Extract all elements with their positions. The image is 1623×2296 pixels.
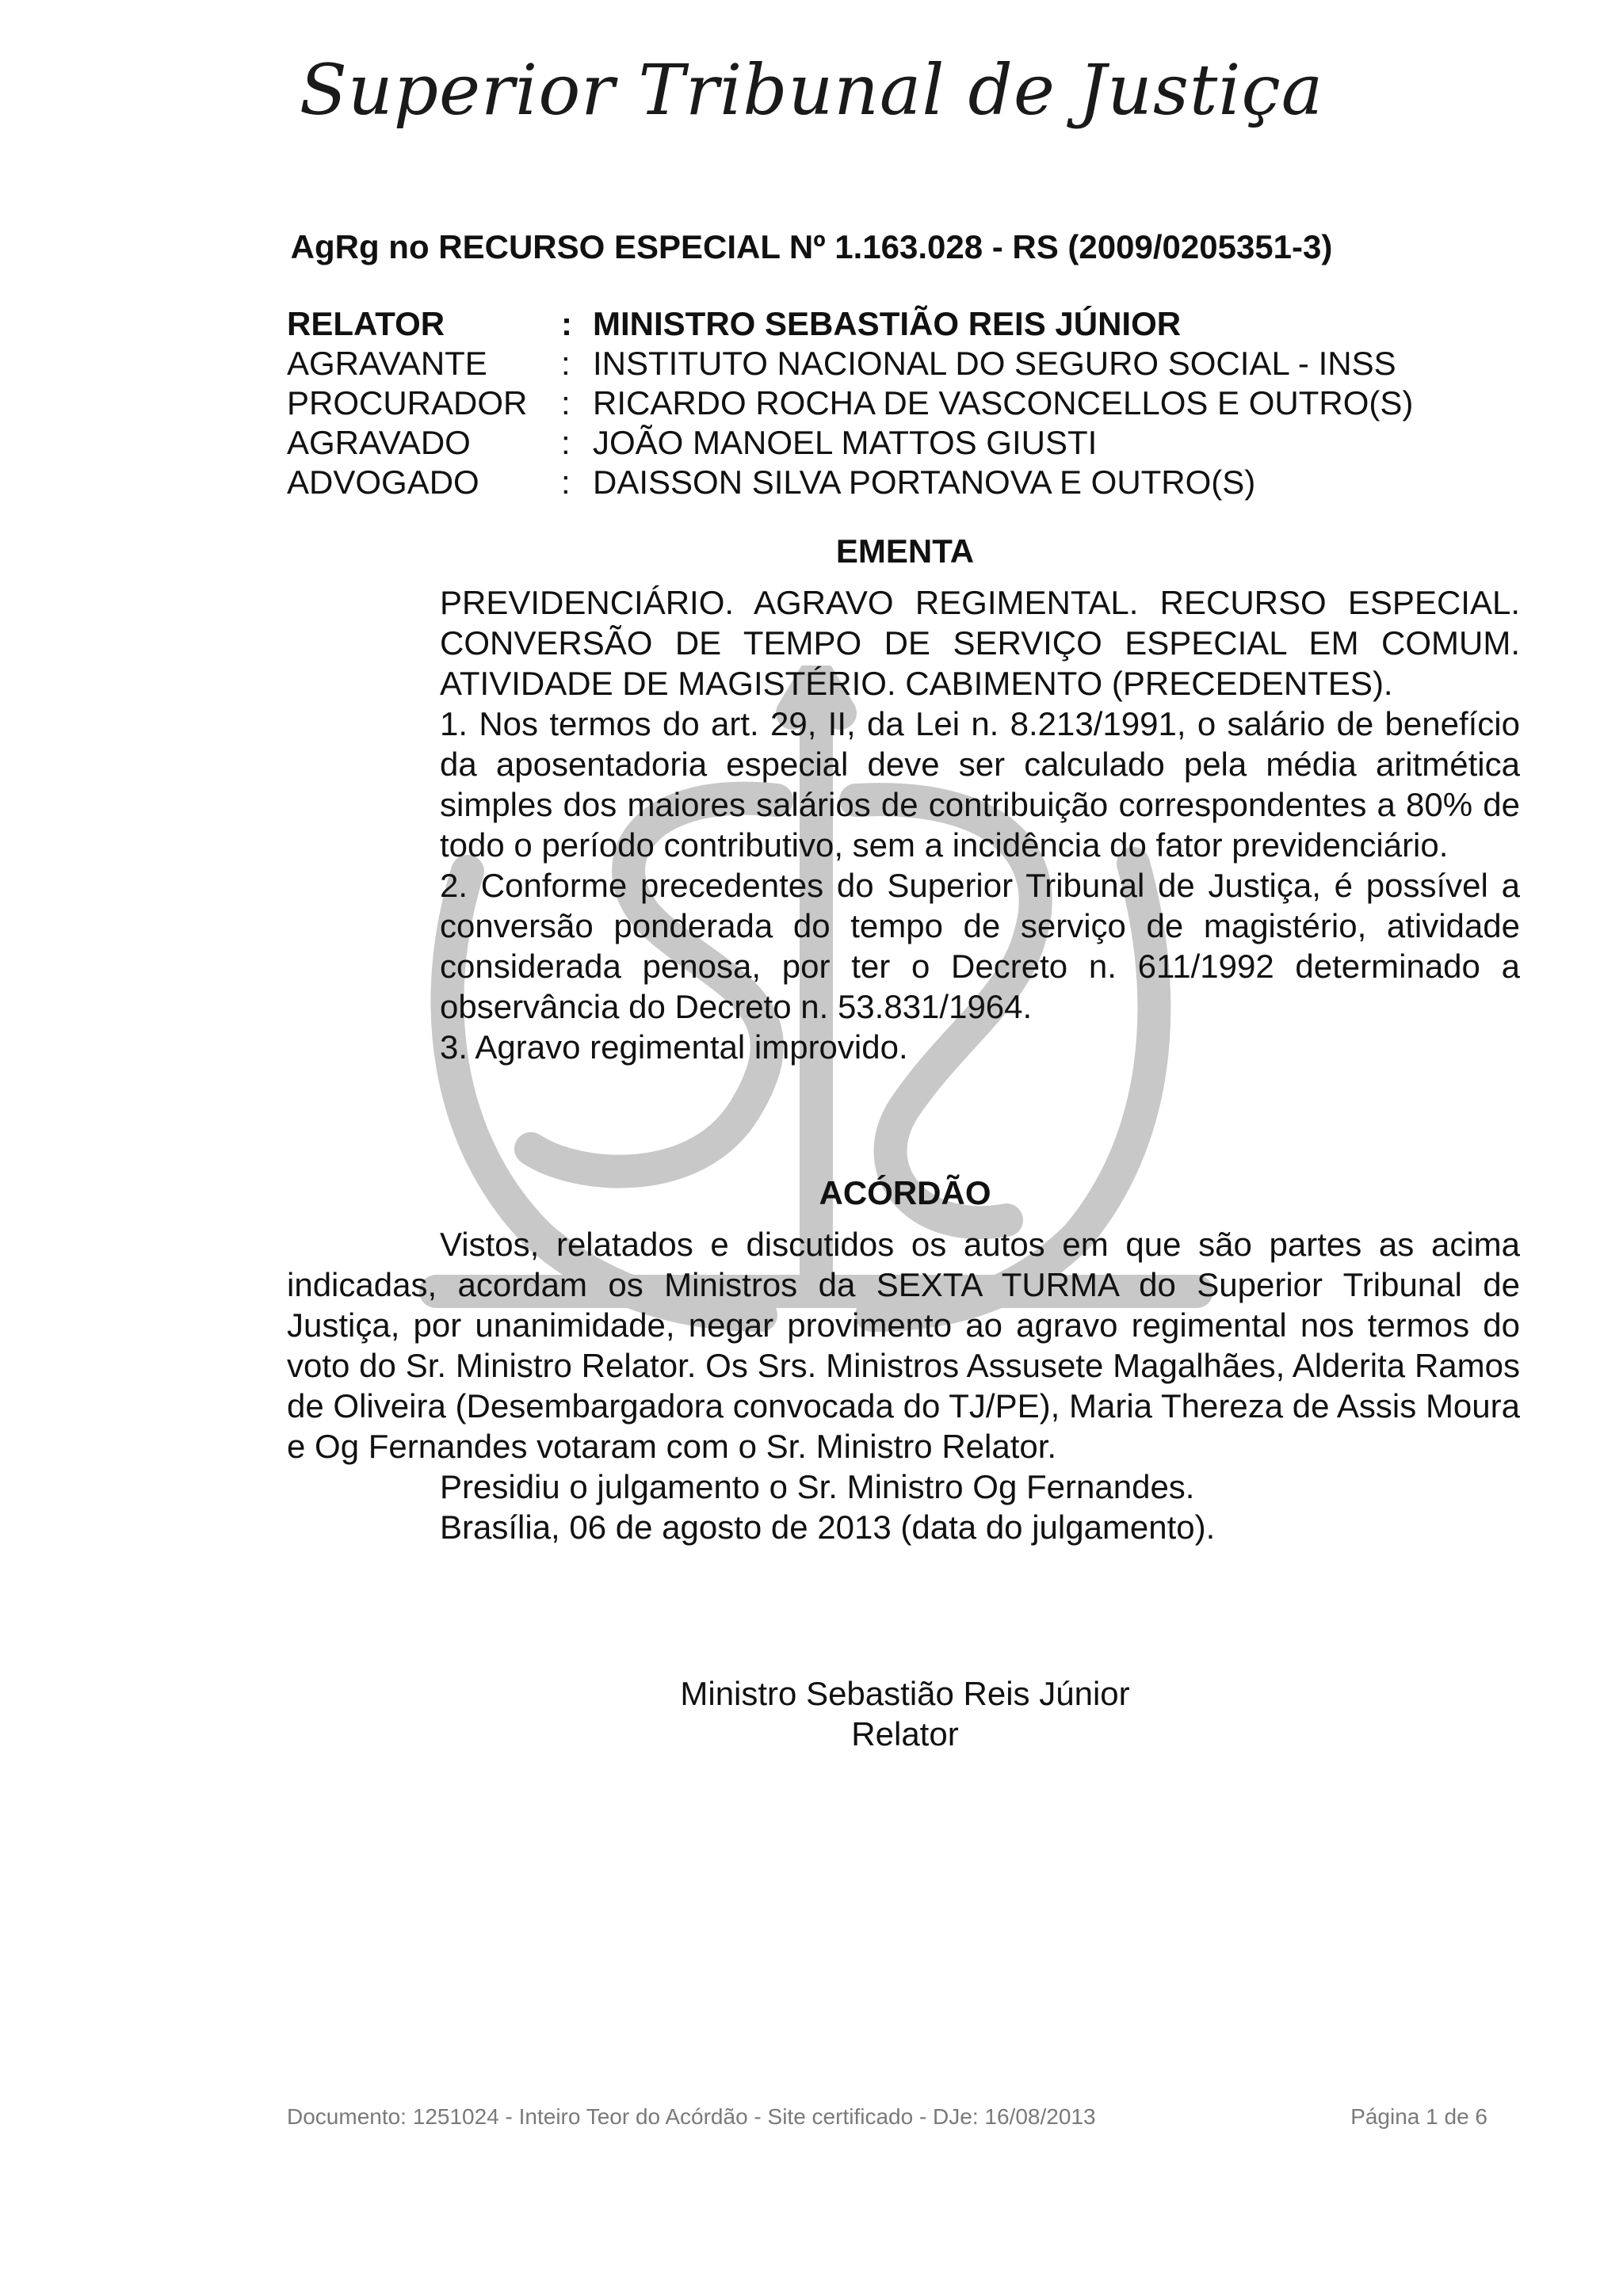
acordao-paragraph: Presidiu o julgamento o Sr. Ministro Og Fernandes. — [440, 1468, 1195, 1505]
signature-title: Relator — [851, 1715, 959, 1753]
party-row-agravante — [287, 344, 1523, 383]
party-separator: : — [561, 345, 571, 382]
signature-name: Ministro Sebastião Reis Júnior — [680, 1675, 1130, 1712]
ementa-heading: EMENTA — [835, 532, 975, 570]
party-row-procurador — [287, 383, 1523, 423]
party-name: DAISSON SILVA PORTANOVA E OUTRO(S) — [593, 463, 1256, 501]
footer-document-info: Documento: 1251024 - Inteiro Teor do Acórdão - Site certificado - DJe: 16/08/2013 — [287, 2104, 1096, 2129]
ementa-paragraph: 2. Conforme precedentes do Superior Tribunal de Justiça, é possível a conversão ponderada do tempo de serviço de magistério, atividade considerada penosa, por ter o Decreto n. 611/1992 determinado a observância do Decreto n. 53.831/1964. — [440, 867, 1520, 1025]
party-role: ADVOGADO — [287, 463, 479, 501]
party-separator: : — [561, 305, 572, 342]
document-title: AgRg no RECURSO ESPECIAL Nº 1.163.028 - RS (2009/0205351-3) — [290, 228, 1333, 265]
footer-page-number: Página 1 de 6 — [1350, 2104, 1487, 2129]
acordao-paragraph: Vistos, relatados e discutidos os autos em que são partes as acima indicadas, acordam os Ministros da SEXTA TURMA do Superior Tribunal de Justiça, por unanimidade, negar provimento ao agravo regimental nos termos do voto do Sr. Ministro Relator. Os Srs. Ministros Assusete Magalhães, Alderita Ramos de Oliveira (Desembargadora convocada do TJ/PE), Maria Thereza de Assis Moura e Og Fernandes votaram com o Sr. Ministro Relator. — [287, 1226, 1520, 1465]
party-role: RELATOR — [287, 305, 445, 342]
party-role: AGRAVADO — [287, 424, 471, 461]
page-footer — [287, 2104, 1487, 2130]
party-name: RICARDO ROCHA DE VASCONCELLOS E OUTRO(S) — [593, 384, 1414, 421]
acordao-body — [287, 1224, 1520, 1547]
party-separator: : — [561, 424, 571, 461]
ementa-body — [440, 582, 1520, 1067]
party-name: INSTITUTO NACIONAL DO SEGURO SOCIAL - INSS — [593, 345, 1396, 382]
signature-block — [0, 1673, 1623, 1754]
party-separator: : — [561, 384, 571, 421]
ementa-paragraph: 3. Agravo regimental improvido. — [440, 1028, 908, 1066]
party-separator: : — [561, 463, 571, 501]
party-row-advogado — [287, 463, 1523, 502]
party-role: PROCURADOR — [287, 384, 528, 421]
parties-list — [287, 304, 1523, 502]
party-row-relator — [287, 304, 1523, 344]
ementa-paragraph: 1. Nos termos do art. 29, II, da Lei n. 8.213/1991, o salário de benefício da aposentadoria especial deve ser calculado pela média aritmética simples dos maiores salários de contribuição correspondentes a 80% de todo o período contributivo, sem a incidência do fator previdenciário. — [440, 705, 1520, 864]
party-name: JOÃO MANOEL MATTOS GIUSTI — [593, 424, 1098, 461]
party-row-agravado — [287, 423, 1523, 463]
party-name: MINISTRO SEBASTIÃO REIS JÚNIOR — [593, 305, 1182, 342]
acordao-heading: ACÓRDÃO — [819, 1174, 991, 1211]
ementa-paragraph: PREVIDENCIÁRIO. AGRAVO REGIMENTAL. RECURSO ESPECIAL. CONVERSÃO DE TEMPO DE SERVIÇO ESPECIAL EM COMUM. ATIVIDADE DE MAGISTÉRIO. CABIMENTO (PRECEDENTES). — [440, 584, 1520, 702]
acordao-paragraph: Brasília, 06 de agosto de 2013 (data do julgamento). — [440, 1508, 1216, 1546]
party-role: AGRAVANTE — [287, 345, 487, 382]
court-header-title: Superior Tribunal de Justiça — [299, 49, 1324, 131]
